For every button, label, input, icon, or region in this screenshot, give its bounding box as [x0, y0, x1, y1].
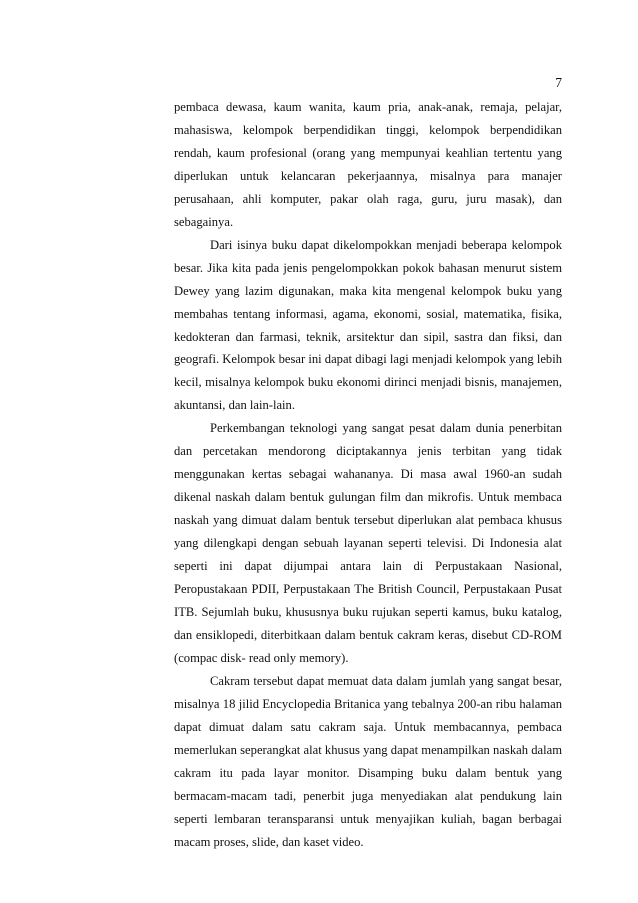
- paragraph-3: Perkembangan teknologi yang sangat pesat dalam dunia penerbitan dan percetakan mendorong diciptakannya jenis terbitan yang tidak menggunakan kertas sebagai wahananya. Di masa awal 1960-an sudah dikenal naskah dalam bentuk gulungan film dan mikrofis. Untuk membaca naskah yang dimuat dalam bentuk tersebut diperlukan alat pembaca khusus yang dilengkapi dengan sebuah layanan seperti televisi. Di Indonesia alat seperti ini dapat dijumpai antara lain di Perpustakaan Nasional, Peropustakaan PDII, Perpustakaan The British Council, Perpustakaan Pusat ITB. Sejumlah buku, khususnya buku rujukan seperti kamus, buku katalog, dan ensiklopedi, diterbitkaan dalam bentuk cakram keras, disebut CD-ROM (compac disk- read only memory).: [174, 421, 562, 665]
- body-text: [174, 96, 562, 853]
- paragraph-4: Cakram tersebut dapat memuat data dalam jumlah yang sangat besar, misalnya 18 jilid Encyclopedia Britanica yang tebalnya 200-an ribu halaman dapat dimuat dalam satu cakram saja. Untuk membacannya, pembaca memerlukan seperangkat alat khusus yang dapat menampilkan naskah dalam cakram itu pada layar monitor. Disamping buku dalam bentuk yang bermacam-macam tadi, penerbit juga menyediakan alat pendukung lain seperti lembaran teransparansi untuk menyajikan kuliah, bagan berbagai macam proses, slide, dan kaset video.: [174, 673, 562, 849]
- page-number: 7: [555, 75, 562, 90]
- paragraph-2: Dari isinya buku dapat dikelompokkan menjadi beberapa kelompok besar. Jika kita pada jenis pengelompokkan pokok bahasan menurut sistem Dewey yang lazim digunakan, maka kita mengenal kelompok buku yang membahas tentang informasi, agama, ekonomi, sosial, matematika, fisika, kedokteran dan farmasi, teknik, arsitektur dan sipil, sastra dan fiksi, dan geografi. Kelompok besar ini dapat dibagi lagi menjadi kelompok yang lebih kecil, misalnya kelompok buku ekonomi dirinci menjadi bisnis, manajemen, akuntansi, dan lain-lain.: [174, 237, 562, 413]
- paragraph-1: pembaca dewasa, kaum wanita, kaum pria, anak-anak, remaja, pelajar, mahasiswa, kelompok berpendidikan tinggi, kelompok berpendidikan rendah, kaum profesional (orang yang mempunyai keahlian tertentu yang diperlukan untuk kelancaran pekerjaannya, misalnya para manajer perusahaan, ahli komputer, pakar olah raga, guru, juru masak), dan sebagainya.: [174, 100, 562, 229]
